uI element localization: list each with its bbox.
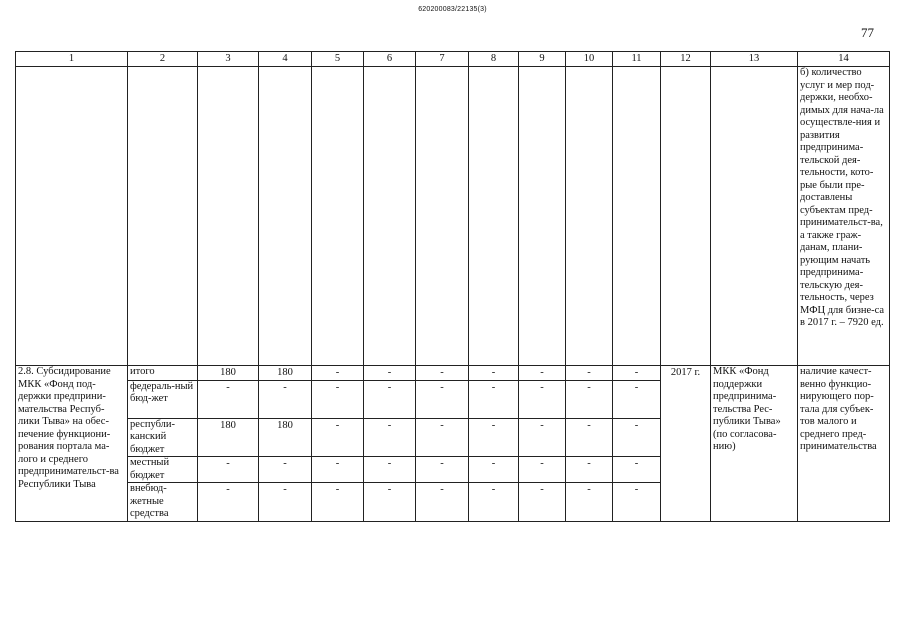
value-cell: - (613, 418, 661, 457)
header-cell: 7 (416, 52, 469, 67)
value-cell: 180 (198, 366, 259, 381)
value-cell: 180 (259, 418, 312, 457)
value-cell: - (364, 457, 416, 483)
value-cell: - (566, 457, 613, 483)
value-cell: - (198, 483, 259, 522)
empty-cell (259, 67, 312, 366)
value-cell: - (519, 457, 566, 483)
value-cell: - (416, 457, 469, 483)
activity-name: 2.8. Субсидирование МКК «Фонд под-держки предприни-мательства Респуб-лики Тыва» на обес-печение функциони-рования портала ма-лого и среднего предпринимательст-ва Республики Тыва (16, 366, 128, 522)
continuation-row (16, 67, 890, 366)
value-cell: - (312, 457, 364, 483)
value-cell: 180 (259, 366, 312, 381)
value-cell: - (469, 457, 519, 483)
empty-cell (416, 67, 469, 366)
value-cell: - (519, 418, 566, 457)
empty-cell (364, 67, 416, 366)
continued-result-text: б) количество услуг и мер под-держки, необхо-димых для нача-ла осуществле-ния и развития предпринима-тельской дея-тельности, кото-рые были пре-доставлены субъектам пред-принимательст-ва, а также граж-данам, плани-рующим начать предпринима-тельскую дея-тельность, через МФЦ для бизне-са в 2017 г. – 7920 ед. (798, 67, 890, 366)
header-cell: 6 (364, 52, 416, 67)
value-cell: - (259, 483, 312, 522)
header-cell: 12 (661, 52, 711, 67)
value-cell: - (364, 418, 416, 457)
value-cell: - (469, 418, 519, 457)
value-cell: - (613, 366, 661, 381)
empty-cell (198, 67, 259, 366)
result-cell: наличие качест-венно функцио-нирующего пор-тала для субъек-тов малого и среднего пред-принимательства (798, 366, 890, 522)
header-cell: 8 (469, 52, 519, 67)
value-cell: - (613, 483, 661, 522)
funding-source: местный бюджет (128, 457, 198, 483)
value-cell: - (566, 366, 613, 381)
header-cell: 1 (16, 52, 128, 67)
header-cell: 13 (711, 52, 798, 67)
value-cell: - (519, 483, 566, 522)
header-cell: 3 (198, 52, 259, 67)
header-cell: 11 (613, 52, 661, 67)
value-cell: - (312, 483, 364, 522)
value-cell: - (364, 380, 416, 418)
value-cell: - (469, 483, 519, 522)
value-cell: - (469, 380, 519, 418)
empty-cell (519, 67, 566, 366)
funding-source: федераль-ный бюд-жет (128, 380, 198, 418)
value-cell: - (613, 380, 661, 418)
value-cell: - (566, 483, 613, 522)
value-cell: - (198, 457, 259, 483)
value-cell: 180 (198, 418, 259, 457)
executor-cell: МКК «Фонд поддержки предпринима-тельства Рес-публики Тыва» (по согласова-нию) (711, 366, 798, 522)
term-cell: 2017 г. (661, 366, 711, 522)
value-cell: - (312, 366, 364, 381)
funding-row-total (16, 366, 890, 381)
page-number: 77 (861, 25, 874, 40)
empty-cell (566, 67, 613, 366)
empty-cell (711, 67, 798, 366)
header-row (16, 52, 890, 67)
value-cell: - (416, 366, 469, 381)
value-cell: - (613, 457, 661, 483)
value-cell: - (259, 380, 312, 418)
value-cell: - (416, 483, 469, 522)
funding-source: итого (128, 366, 198, 381)
value-cell: - (198, 380, 259, 418)
value-cell: - (519, 366, 566, 381)
empty-cell (613, 67, 661, 366)
value-cell: - (364, 483, 416, 522)
header-cell: 14 (798, 52, 890, 67)
empty-cell (312, 67, 364, 366)
empty-cell (16, 67, 128, 366)
empty-cell (469, 67, 519, 366)
value-cell: - (519, 380, 566, 418)
funding-source: внебюд-жетные средства (128, 483, 198, 522)
header-cell: 10 (566, 52, 613, 67)
value-cell: - (312, 418, 364, 457)
header-cell: 9 (519, 52, 566, 67)
empty-cell (661, 67, 711, 366)
value-cell: - (416, 380, 469, 418)
value-cell: - (259, 457, 312, 483)
document-stamp: 620200083/22135(3) (418, 6, 487, 13)
value-cell: - (566, 380, 613, 418)
header-cell: 5 (312, 52, 364, 67)
value-cell: - (364, 366, 416, 381)
value-cell: - (312, 380, 364, 418)
value-cell: - (566, 418, 613, 457)
header-cell: 2 (128, 52, 198, 67)
empty-cell (128, 67, 198, 366)
program-table (15, 51, 890, 522)
value-cell: - (416, 418, 469, 457)
value-cell: - (469, 366, 519, 381)
funding-source: республи-канский бюджет (128, 418, 198, 457)
header-cell: 4 (259, 52, 312, 67)
